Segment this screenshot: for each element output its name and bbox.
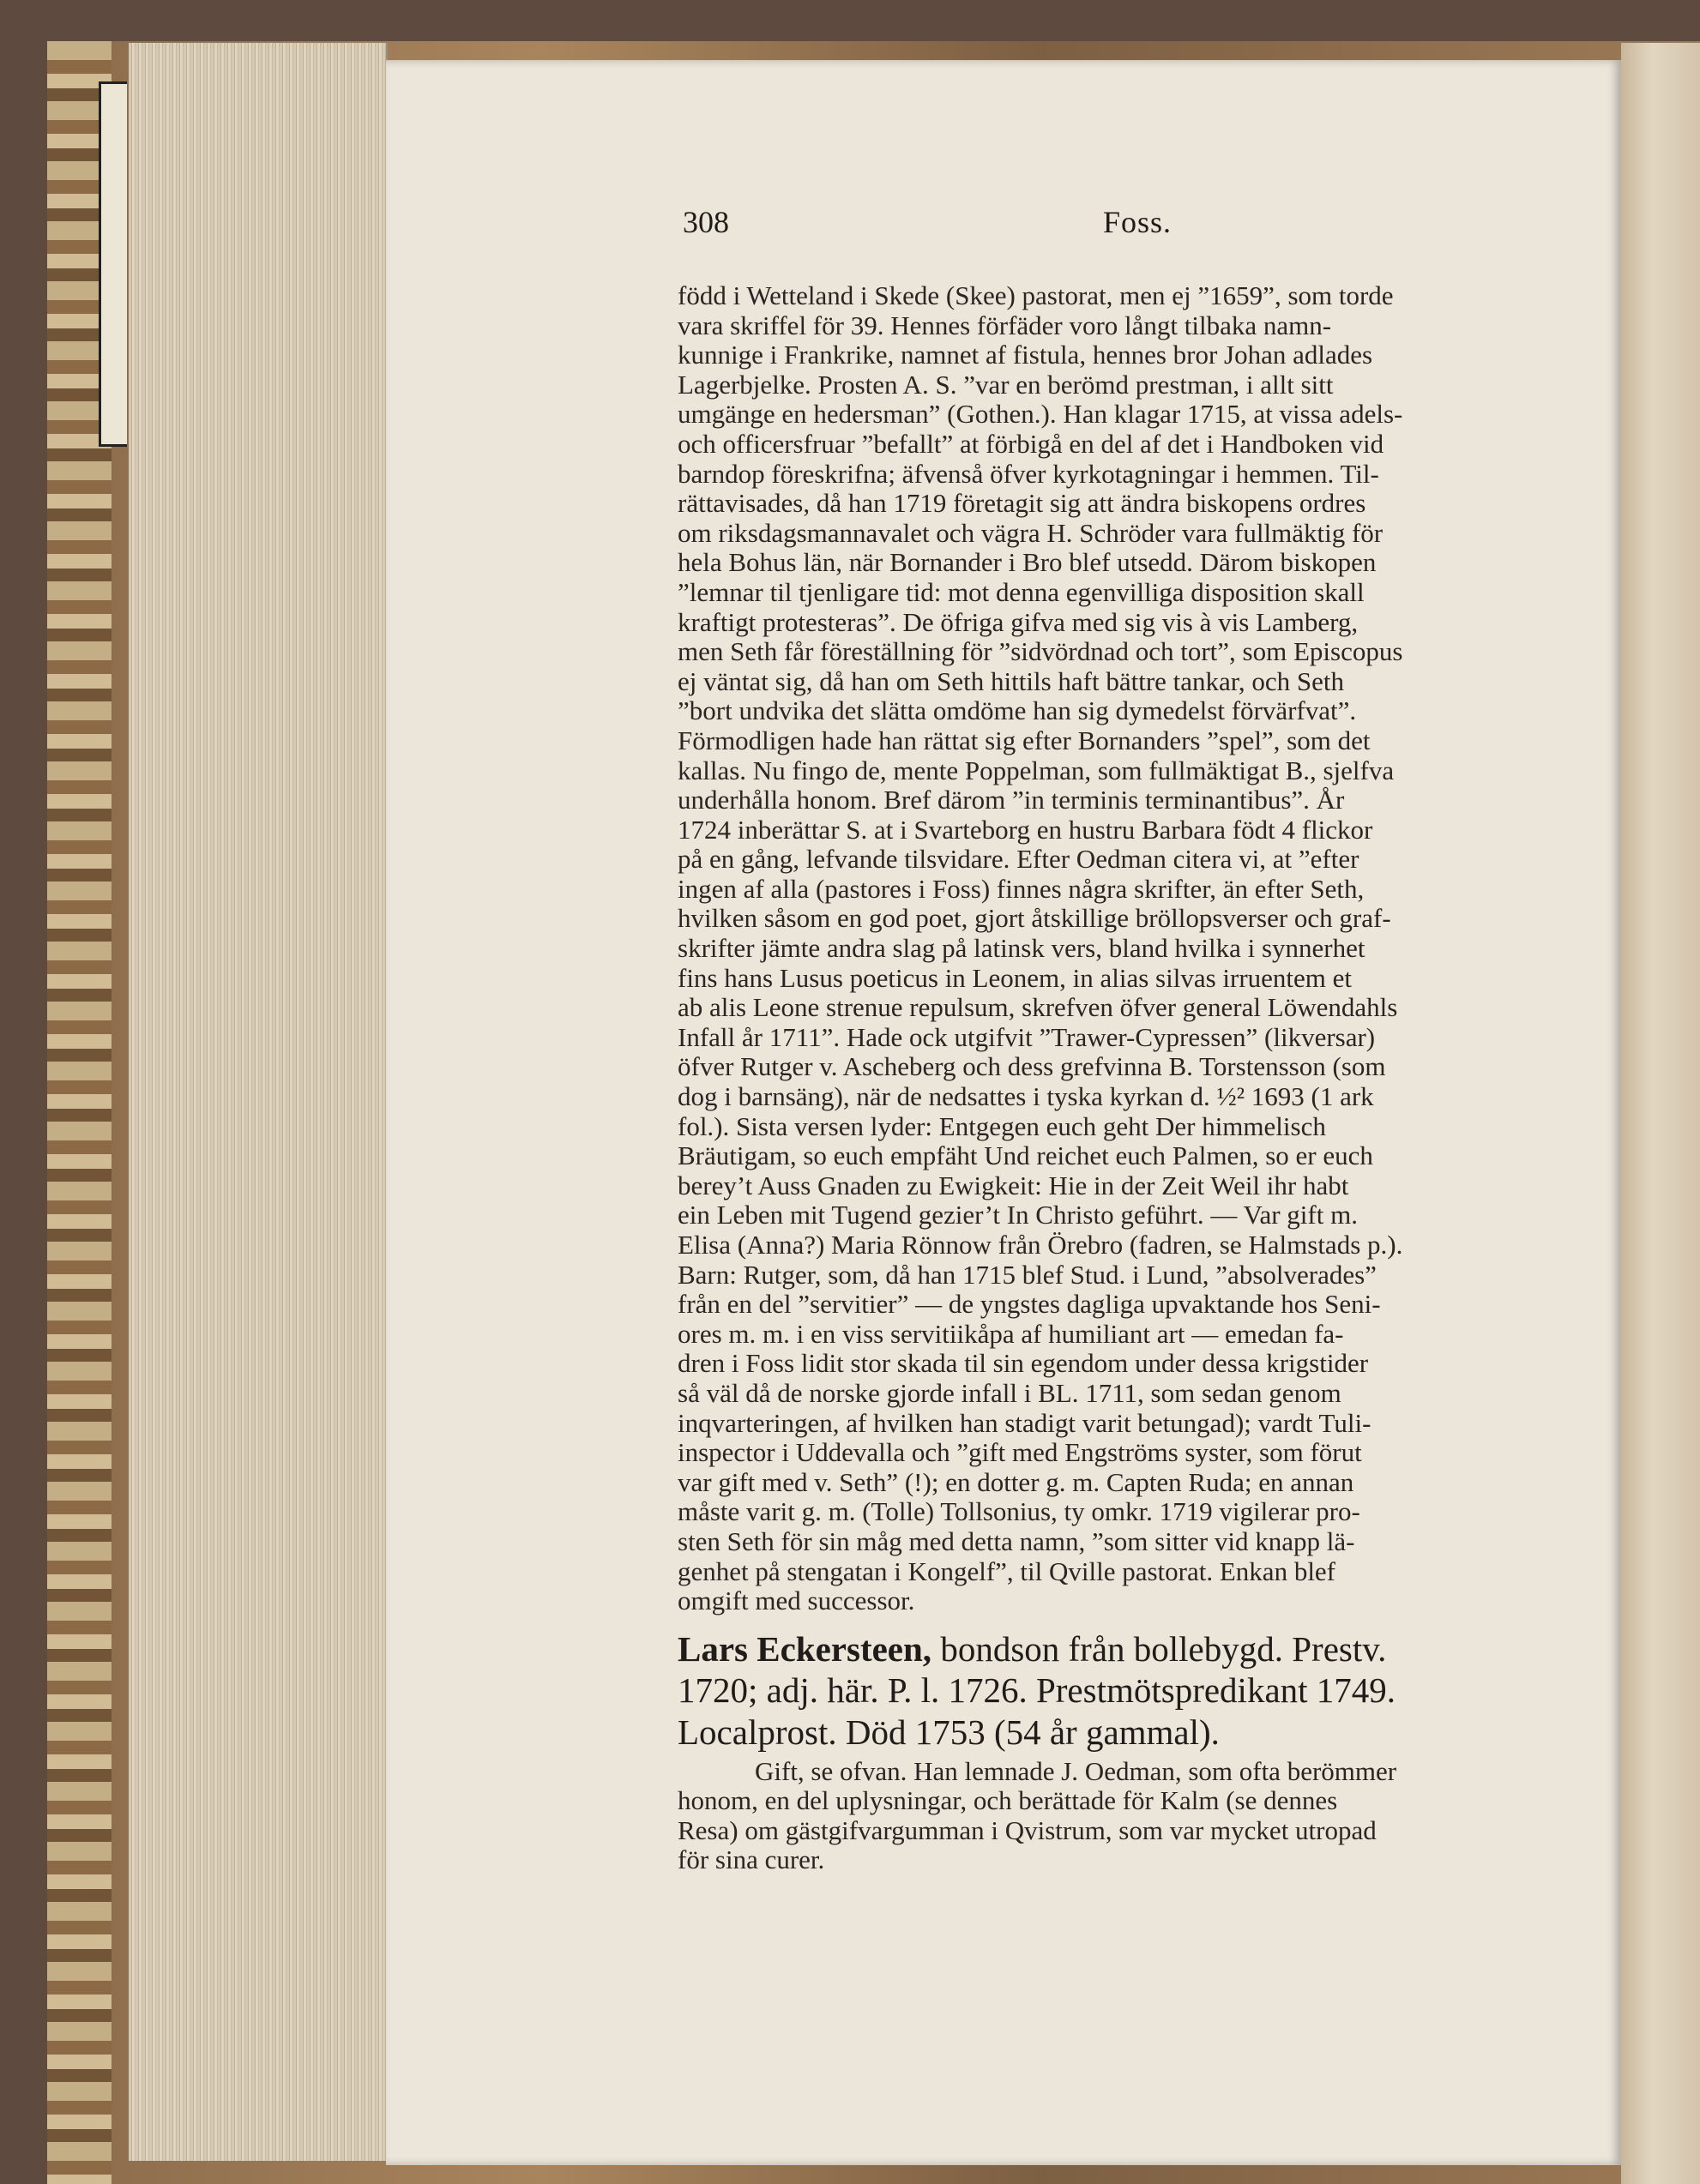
entry-body-line: Resa) om gästgifvargumman i Qvistrum, som var mycket utropad [678, 1814, 1377, 1845]
text-line: kunnige i Frankrike, namnet af fistula, hennes bror Johan adlades [678, 340, 1373, 370]
text-line: ingen af alla (pastores i Foss) finnes några skrifter, än efter Seth, [678, 873, 1365, 904]
page-stack-edges [129, 43, 388, 2161]
text-line: så väl då de norske gjorde infall i BL. 1711, som sedan genom [678, 1377, 1341, 1408]
entry-body [678, 1757, 1604, 1875]
entry-heading-line: 1720; adj. här. P. l. 1726. Prestmötspredikant 1749. [678, 1670, 1396, 1711]
text-line: kraftigt protesteras”. De öfriga gifva med sig vis à vis Lamberg, [678, 606, 1359, 637]
text-line: underhålla honom. Bref därom ”in terminis terminantibus”. År [678, 785, 1345, 815]
text-line: Lagerbjelke. Prosten A. S. ”var en berömd prestman, i allt sitt [678, 369, 1334, 400]
spine-label [99, 81, 127, 447]
text-line: ab alis Leone strenue repulsum, skrefven öfver general Löwendahls [678, 992, 1398, 1023]
text-line: var gift med v. Seth” (!); en dotter g. m. Capten Ruda; en annan [678, 1466, 1354, 1497]
text-line: och officersfruar ”befallt” at förbigå en del af det i Handboken vid [678, 428, 1384, 459]
text-line: men Seth får föreställning för ”sidvördnad och tort”, som Episcopus [678, 636, 1403, 667]
text-line: 1724 inberättar S. at i Svarteborg en hustru Barbara födt 4 flickor [678, 814, 1373, 845]
text-line: hvilken såsom en god poet, gjort åtskillige bröllopsverser och graf- [678, 903, 1391, 934]
text-line: ores m. m. i en viss servitiikåpa af humiliant art — emedan fa- [678, 1318, 1344, 1349]
text-line: måste varit g. m. (Tolle) Tollsonius, ty omkr. 1719 vigilerar pro- [678, 1496, 1360, 1527]
text-line: dog i barnsäng), när de nedsattes i tyska kyrkan d. ½² 1693 (1 ark [678, 1081, 1374, 1112]
text-line: Infall år 1711”. Hade ock utgifvit ”Trawer-Cypressen” (likversar) [678, 1021, 1376, 1052]
entry-body-line: för sina curer. [678, 1844, 825, 1875]
text-line: ej väntat sig, då han om Seth hittils haft bättre tankar, och Seth [678, 665, 1345, 696]
text-line: omgift med successor. [678, 1585, 915, 1616]
text-line: sten Seth för sin måg med detta namn, ”som sitter vid knapp lä- [678, 1525, 1355, 1556]
text-line: umgänge en hedersman” (Gothen.). Han klagar 1715, at vissa adels- [678, 399, 1403, 430]
text-line: fol.). Sista versen lyder: Entgegen euch geht Der himmelisch [678, 1110, 1326, 1141]
entry-body-line: Gift, se ofvan. Han lemnade J. Oedman, som ofta berömmer [755, 1755, 1397, 1786]
text-line: Förmodligen hade han rättat sig efter Bornanders ”spel”, som det [678, 725, 1371, 755]
text-line: dren i Foss lidit stor skada til sin egendom under dessa krigstider [678, 1348, 1369, 1379]
text-line: från en del ”servitier” — de yngstes dagliga upvaktande hos Seni- [678, 1289, 1381, 1320]
text-line: barndop föreskrifna; äfvenså öfver kyrkotagningar i hemmen. Til- [678, 458, 1379, 489]
entry-name: Lars Eckersteen, [678, 1628, 932, 1669]
text-line: genhet på stengatan i Kongelf”, til Qville pastorat. Enkan blef [678, 1555, 1336, 1586]
text-line: Elisa (Anna?) Maria Rönnow från Örebro (fadren, se Halmstads p.). [678, 1230, 1403, 1260]
text-line: inqvarteringen, af hvilken han stadigt varit betungad); vardt Tuli- [678, 1407, 1371, 1438]
text-line: Barn: Rutger, som, då han 1715 blef Stud. i Lund, ”absolverades” [678, 1259, 1377, 1290]
text-line: berey’t Auss Gnaden zu Ewigkeit: Hie in der Zeit Weil ihr habt [678, 1170, 1349, 1200]
text-line: på en gång, lefvande tilsvidare. Efter Oedman citera vi, at ”efter [678, 844, 1359, 875]
text-line: skrifter jämte andra slag på latinsk vers, bland hvilka i synnerhet [678, 933, 1365, 964]
running-head [683, 204, 1618, 247]
text-line: hela Bohus län, när Bornander i Bro blef utsedd. Därom biskopen [678, 547, 1377, 578]
paragraph-continuation [678, 281, 1604, 1616]
text-line: rättavisades, då han 1719 företagit sig att ändra biskopens ordres [678, 488, 1366, 519]
text-line: fins hans Lusus poeticus in Leonem, in alias silvas irruentem et [678, 962, 1353, 993]
text-line: inspector i Uddevalla och ”gift med Engströms syster, som förut [678, 1437, 1362, 1468]
text-line: om riksdagsmannavalet och vägra H. Schröder vara fullmäktig för [678, 517, 1384, 548]
text-line: ”lemnar til tjenligare tid: mot denna egenvilliga disposition skall [678, 576, 1365, 607]
text-line: kallas. Nu fingo de, mente Poppelman, som fullmäktigat B., sjelfva [678, 755, 1395, 785]
text-line: Bräutigam, so euch empfäht Und reichet euch Palmen, so er euch [678, 1140, 1373, 1171]
facing-page-edge [1621, 43, 1700, 2184]
page-number: 308 [683, 205, 729, 239]
text-line: född i Wetteland i Skede (Skee) pastorat, men ej ”1659”, som torde [678, 280, 1394, 310]
entry-body-line: honom, en del uplysningar, och berättade för Kalm (se dennes [678, 1785, 1338, 1816]
text-line: vara skriffel för 39. Hennes förfäder voro långt tilbaka namn- [678, 310, 1332, 340]
entry-heading [678, 1628, 1604, 1754]
text-line: ”bort undvika det slätta omdöme han sig dymedelst förvärfvat”. [678, 695, 1357, 726]
entry-heading-line: Localprost. Död 1753 (54 år gammal). [678, 1712, 1220, 1752]
text-line: ein Leben mit Tugend gezier’t In Christo geführt. — Var gift m. [678, 1200, 1358, 1230]
main-text [678, 281, 1604, 1875]
entry-heading-line: bondson från bollebygd. Prestv. [931, 1628, 1387, 1669]
text-line: öfver Rutger v. Ascheberg och dess grefvinna B. Torstensson (som [678, 1051, 1386, 1082]
running-title: Foss. [1103, 205, 1173, 239]
